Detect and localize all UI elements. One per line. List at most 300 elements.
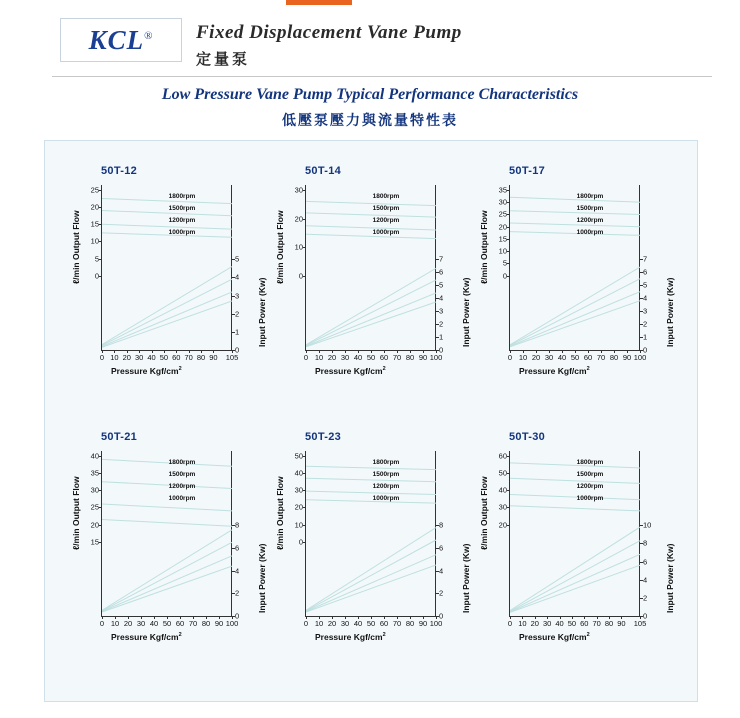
y2-tick-label: 3 <box>643 306 648 316</box>
x-tick-label: 20 <box>327 353 337 362</box>
y2-tick-label: 7 <box>643 254 648 264</box>
x-tick-label: 40 <box>557 353 567 362</box>
x-tick-label: 100 <box>225 619 239 628</box>
y2-tick <box>436 272 439 273</box>
y-tick-label: 20 <box>294 214 303 224</box>
y2-tick <box>232 593 235 594</box>
y2-tick <box>640 562 643 563</box>
legend-item: 1200rpm <box>168 217 196 224</box>
y-tick-label: 20 <box>294 502 303 512</box>
y-tick-label: 35 <box>498 185 507 195</box>
x-tick-label: 50 <box>570 353 580 362</box>
y2-tick-label: 6 <box>439 267 444 277</box>
y2-tick <box>436 285 439 286</box>
x-tick-label: 100 <box>429 619 443 628</box>
curves <box>306 451 436 616</box>
y2-tick <box>232 314 235 315</box>
x-tick-label: 80 <box>201 619 211 628</box>
legend-item: 1000rpm <box>372 495 400 502</box>
x-tick <box>115 616 116 619</box>
x-tick-label: 40 <box>353 353 363 362</box>
legend-item: 1000rpm <box>576 495 604 502</box>
y2-tick-label: 5 <box>439 280 444 290</box>
y2-tick-label: 8 <box>643 538 648 548</box>
chart-title: 50T-12 <box>101 165 138 177</box>
y2-tick <box>436 525 439 526</box>
legend-item: 1500rpm <box>168 205 196 212</box>
y2-tick <box>640 298 643 299</box>
y-tick-label: 60 <box>498 451 507 461</box>
section-subtitle-en: Low Pressure Vane Pump Typical Performance Characteristics <box>161 86 579 103</box>
y-axis-title: ℓ/min Output Flow <box>275 210 285 284</box>
y2-tick-label: 4 <box>643 293 648 303</box>
y2-tick <box>640 580 643 581</box>
x-tick <box>201 350 202 353</box>
y-tick-label: 40 <box>90 451 99 461</box>
x-tick-label: 10 <box>110 619 120 628</box>
x-tick-label: 20 <box>530 619 539 628</box>
x-tick <box>562 350 563 353</box>
x-tick <box>423 616 424 619</box>
y2-tick <box>640 272 643 273</box>
x-tick-label: 50 <box>567 619 577 628</box>
x-tick <box>549 350 550 353</box>
chart-50t-23 <box>267 431 472 661</box>
y2-tick <box>640 311 643 312</box>
x-tick-label: 30 <box>542 619 552 628</box>
chart-title: 50T-21 <box>101 431 138 443</box>
x-tick <box>436 616 437 619</box>
x-tick <box>232 616 233 619</box>
x-tick <box>306 616 307 619</box>
y-tick-label: 0 <box>298 537 303 547</box>
y2-axis-title: Input Power (Kw) <box>257 277 267 347</box>
legend-item: 1500rpm <box>576 205 604 212</box>
chart-50t-21 <box>63 431 268 661</box>
x-tick <box>384 350 385 353</box>
y2-tick <box>640 543 643 544</box>
y2-tick-label: 1 <box>235 327 240 337</box>
x-tick-label: 70 <box>392 353 402 362</box>
x-tick-label: 60 <box>379 353 389 362</box>
x-tick-label: 90 <box>209 353 218 362</box>
x-tick-label: 80 <box>405 619 415 628</box>
y-tick-label: 40 <box>498 485 507 495</box>
legend-item: 1500rpm <box>576 471 604 478</box>
y-tick-label: 0 <box>502 271 507 281</box>
y2-tick-label: 0 <box>643 611 648 621</box>
plot-area <box>294 185 444 362</box>
x-axis-title: Pressure Kgf/$cm^2$ <box>111 366 182 376</box>
y2-tick <box>436 259 439 260</box>
y-axis-title: ℓ/min Output Flow <box>275 476 285 550</box>
y2-axis-title: Input Power (Kw) <box>257 543 267 613</box>
x-tick-label: 90 <box>214 619 224 628</box>
x-tick <box>154 616 155 619</box>
y2-tick <box>436 548 439 549</box>
x-tick <box>219 616 220 619</box>
legend-item: 1000rpm <box>372 229 400 236</box>
x-tick-label: 10 <box>110 353 119 362</box>
y-tick-label: 0 <box>94 271 99 281</box>
legend-item: 1200rpm <box>576 483 604 490</box>
x-tick-label: 30 <box>544 353 554 362</box>
legend-item: 1000rpm <box>576 229 604 236</box>
y2-tick <box>232 332 235 333</box>
x-tick <box>102 616 103 619</box>
y-tick-label: 30 <box>498 197 507 207</box>
y2-tick-label: 2 <box>439 588 444 598</box>
x-axis-title: Pressure Kgf/$cm^2$ <box>519 366 590 376</box>
x-tick-label: 20 <box>327 619 337 628</box>
legend-item: 1800rpm <box>168 193 196 200</box>
x-tick <box>601 350 602 353</box>
y2-tick-label: 2 <box>235 309 240 319</box>
x-tick <box>213 350 214 353</box>
chart-title: 50T-17 <box>509 165 546 177</box>
x-tick-label: 10 <box>314 353 324 362</box>
x-tick-label: 50 <box>159 353 169 362</box>
x-tick-label: 0 <box>99 353 105 362</box>
y-axis-title: ℓ/min Output Flow <box>71 210 81 284</box>
y2-tick-label: 6 <box>235 543 240 553</box>
y2-tick-label: 6 <box>643 557 648 567</box>
y2-tick-label: 1 <box>643 332 648 342</box>
y2-tick-label: 1 <box>439 332 444 342</box>
y-tick-label: 20 <box>90 520 99 530</box>
x-tick-label: 90 <box>418 619 428 628</box>
x-tick-label: 60 <box>175 619 185 628</box>
plot-area <box>498 451 652 628</box>
y2-tick-label: 5 <box>643 280 648 290</box>
x-tick-label: 20 <box>123 619 133 628</box>
chart-title: 50T-23 <box>305 431 342 443</box>
y-tick-label: 15 <box>498 234 507 244</box>
y2-tick-label: 7 <box>439 254 444 264</box>
x-tick <box>614 350 615 353</box>
x-tick-label: 50 <box>366 619 376 628</box>
x-tick <box>510 616 511 619</box>
x-tick <box>535 616 536 619</box>
y2-tick <box>640 337 643 338</box>
y-tick-label: 30 <box>498 502 507 512</box>
x-tick <box>139 350 140 353</box>
y2-tick <box>232 548 235 549</box>
x-tick <box>164 350 165 353</box>
x-tick <box>536 350 537 353</box>
curves <box>510 185 640 350</box>
legend-item: 1800rpm <box>168 459 196 466</box>
y-tick-label: 10 <box>498 246 507 256</box>
y-tick-label: 5 <box>94 254 99 264</box>
x-tick <box>423 350 424 353</box>
x-tick <box>332 616 333 619</box>
y-tick-label: 25 <box>90 502 99 512</box>
y2-tick-label: 8 <box>439 520 444 530</box>
x-tick <box>167 616 168 619</box>
x-tick-label: 50 <box>162 619 172 628</box>
x-tick-label: 40 <box>353 619 363 628</box>
x-tick <box>397 616 398 619</box>
y-axis-title: ℓ/min Output Flow <box>479 476 489 550</box>
y-tick-label: 10 <box>90 236 99 246</box>
x-tick <box>206 616 207 619</box>
x-tick-label: 70 <box>392 619 402 628</box>
y2-tick-label: 8 <box>235 520 240 530</box>
section-subtitle-zh: 低壓泵壓力與流量特性表 <box>282 112 458 128</box>
legend-item: 1800rpm <box>372 459 400 466</box>
y2-tick <box>640 259 643 260</box>
y-tick-label: 20 <box>498 520 507 530</box>
x-tick-label: 70 <box>184 353 193 362</box>
legend-item: 1000rpm <box>168 495 196 502</box>
x-axis-title: Pressure Kgf/$cm^2$ <box>111 632 182 642</box>
x-tick <box>522 616 523 619</box>
x-tick <box>189 350 190 353</box>
x-tick-label: 30 <box>340 619 350 628</box>
y-tick-label: 20 <box>498 222 507 232</box>
legend-item: 1500rpm <box>372 205 400 212</box>
chart-50t-17 <box>471 165 676 395</box>
y2-tick <box>232 296 235 297</box>
x-tick-label: 105 <box>633 619 647 628</box>
x-tick <box>371 616 372 619</box>
plot-area <box>498 185 648 362</box>
x-tick <box>523 350 524 353</box>
x-tick-label: 60 <box>172 353 181 362</box>
legend-item: 1800rpm <box>576 459 604 466</box>
chart-50t-30 <box>471 431 676 661</box>
y2-tick-label: 4 <box>235 272 240 282</box>
plot-area <box>294 451 444 628</box>
y2-tick <box>640 525 643 526</box>
y-tick-label: 50 <box>498 468 507 478</box>
x-tick-label: 0 <box>99 619 105 628</box>
chart-title: 50T-14 <box>305 165 342 177</box>
y2-tick <box>232 525 235 526</box>
chart-title: 50T-30 <box>509 431 546 443</box>
legend-item: 1500rpm <box>372 471 400 478</box>
y2-tick <box>436 593 439 594</box>
x-tick <box>609 616 610 619</box>
kcl-logo <box>60 18 182 62</box>
y2-tick <box>232 259 235 260</box>
x-tick-label: 40 <box>149 619 159 628</box>
x-tick-label: 70 <box>188 619 198 628</box>
y2-tick-label: 4 <box>439 293 444 303</box>
y2-tick <box>640 324 643 325</box>
y2-tick-label: 4 <box>439 566 444 576</box>
legend-item: 1000rpm <box>168 229 196 236</box>
y2-tick-label: 10 <box>643 520 652 530</box>
y2-tick-label: 0 <box>439 345 444 355</box>
charts-panel <box>44 140 698 702</box>
x-tick <box>397 350 398 353</box>
x-tick <box>621 616 622 619</box>
y2-tick <box>436 324 439 325</box>
y2-tick-label: 4 <box>643 575 648 585</box>
y2-axis-title: Input Power (Kw) <box>461 277 471 347</box>
x-tick <box>180 616 181 619</box>
x-tick <box>572 616 573 619</box>
x-tick-label: 50 <box>366 353 376 362</box>
x-tick <box>141 616 142 619</box>
y2-axis-title: Input Power (Kw) <box>665 277 675 347</box>
x-tick-label: 100 <box>429 353 443 362</box>
legend-item: 1200rpm <box>372 483 400 490</box>
chart-50t-14 <box>267 165 472 395</box>
x-tick <box>306 350 307 353</box>
y2-axis-title: Input Power (Kw) <box>461 543 471 613</box>
x-tick <box>584 616 585 619</box>
x-tick <box>410 350 411 353</box>
legend-item: 1800rpm <box>576 193 604 200</box>
x-tick-label: 60 <box>580 619 589 628</box>
x-tick <box>319 616 320 619</box>
plot-area <box>90 185 240 362</box>
page-title: Fixed Displacement Vane Pump <box>196 22 462 43</box>
x-tick-label: 80 <box>405 353 415 362</box>
page-title-zh: 定量泵 <box>196 51 251 68</box>
x-tick <box>193 616 194 619</box>
x-tick-label: 30 <box>340 353 350 362</box>
y2-tick-label: 6 <box>643 267 648 277</box>
y2-tick-label: 0 <box>439 611 444 621</box>
x-tick-label: 90 <box>418 353 428 362</box>
x-tick-label: 80 <box>196 353 206 362</box>
y2-tick-label: 2 <box>643 319 648 329</box>
x-tick-label: 0 <box>507 619 513 628</box>
y2-tick-label: 4 <box>235 566 240 576</box>
logo-text: KCL <box>88 24 145 55</box>
y-tick-label: 10 <box>294 242 303 252</box>
x-tick-label: 30 <box>136 619 146 628</box>
logo-text-wrap <box>89 25 154 56</box>
y-tick-label: 30 <box>294 185 303 195</box>
x-tick-label: 0 <box>507 353 513 362</box>
y-tick-label: 20 <box>90 202 99 212</box>
x-tick <box>627 350 628 353</box>
x-tick <box>319 350 320 353</box>
x-tick <box>358 350 359 353</box>
x-tick-label: 0 <box>303 353 309 362</box>
registered-trademark-icon: ® <box>144 29 154 42</box>
y-tick-label: 25 <box>90 185 99 195</box>
x-tick-label: 60 <box>379 619 389 628</box>
chart-50t-12 <box>63 165 268 395</box>
x-tick-label: 80 <box>604 619 614 628</box>
x-tick-label: 10 <box>314 619 324 628</box>
y2-tick-label: 6 <box>439 543 444 553</box>
x-tick <box>575 350 576 353</box>
y-tick-label: 10 <box>294 520 303 530</box>
y2-tick <box>640 285 643 286</box>
x-tick-label: 60 <box>583 353 593 362</box>
x-tick <box>176 350 177 353</box>
y2-tick <box>436 337 439 338</box>
y2-tick-label: 3 <box>439 306 444 316</box>
y2-tick <box>232 277 235 278</box>
x-tick <box>345 616 346 619</box>
x-tick <box>152 350 153 353</box>
header-divider <box>52 76 712 77</box>
x-tick <box>371 350 372 353</box>
y2-tick-label: 5 <box>235 254 240 264</box>
x-tick-label: 70 <box>596 353 606 362</box>
y-tick-label: 25 <box>498 209 507 219</box>
y-tick-label: 50 <box>294 451 303 461</box>
x-tick <box>436 350 437 353</box>
x-tick-label: 0 <box>303 619 309 628</box>
y2-tick-label: 2 <box>235 588 240 598</box>
x-tick <box>345 350 346 353</box>
y-tick-label: 15 <box>90 219 99 229</box>
x-tick <box>640 350 641 353</box>
legend-item: 1800rpm <box>372 193 400 200</box>
x-tick <box>640 616 641 619</box>
x-tick <box>384 616 385 619</box>
y-tick-label: 40 <box>294 468 303 478</box>
x-tick-label: 40 <box>147 353 156 362</box>
x-tick-label: 40 <box>555 619 564 628</box>
x-tick <box>510 350 511 353</box>
y2-tick <box>436 571 439 572</box>
y2-tick-label: 0 <box>643 345 648 355</box>
legend-item: 1500rpm <box>168 471 196 478</box>
x-tick <box>127 350 128 353</box>
legend-item: 1200rpm <box>168 483 196 490</box>
y-tick-label: 5 <box>502 258 507 268</box>
x-tick <box>560 616 561 619</box>
x-tick <box>232 350 233 353</box>
x-tick-label: 105 <box>225 353 239 362</box>
x-tick-label: 30 <box>134 353 144 362</box>
y2-tick-label: 2 <box>439 319 444 329</box>
x-tick-label: 10 <box>518 353 528 362</box>
x-tick-label: 90 <box>617 619 626 628</box>
curves <box>510 451 640 616</box>
y-axis-title: ℓ/min Output Flow <box>479 210 489 284</box>
y2-tick <box>640 598 643 599</box>
x-tick <box>102 350 103 353</box>
y2-tick <box>232 571 235 572</box>
y-tick-label: 15 <box>90 537 99 547</box>
plot-area <box>90 451 240 628</box>
x-tick <box>597 616 598 619</box>
y2-tick-label: 0 <box>235 345 240 355</box>
x-tick <box>128 616 129 619</box>
y-tick-label: 30 <box>294 485 303 495</box>
page-header <box>0 0 740 80</box>
curves <box>306 185 436 350</box>
x-tick-label: 10 <box>518 619 527 628</box>
legend-item: 1200rpm <box>576 217 604 224</box>
x-axis-title: Pressure Kgf/$cm^2$ <box>315 366 386 376</box>
curves <box>102 451 232 616</box>
x-tick-label: 70 <box>592 619 601 628</box>
curves <box>102 185 232 350</box>
y2-tick <box>436 298 439 299</box>
x-tick-label: 100 <box>633 353 647 362</box>
x-tick <box>547 616 548 619</box>
x-axis-title: Pressure Kgf/$cm^2$ <box>519 632 590 642</box>
y2-tick-label: 0 <box>235 611 240 621</box>
y-tick-label: 0 <box>298 271 303 281</box>
x-tick-label: 90 <box>622 353 632 362</box>
y-tick-label: 30 <box>90 485 99 495</box>
y-axis-title: ℓ/min Output Flow <box>71 476 81 550</box>
x-tick <box>588 350 589 353</box>
